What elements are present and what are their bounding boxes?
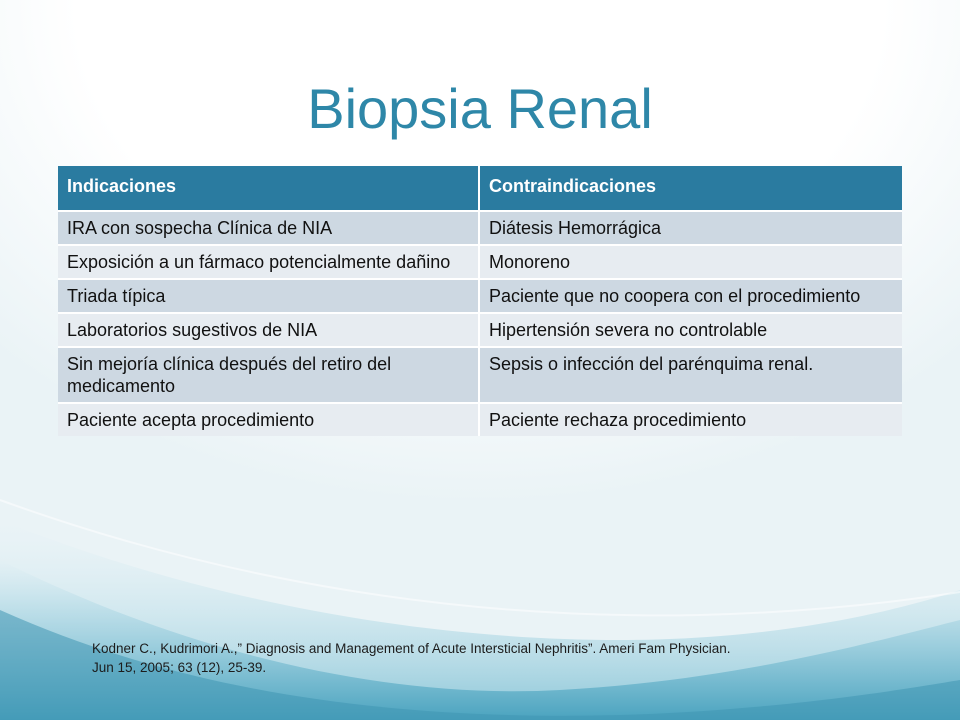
citation-line-1: Kodner C., Kudrimori A.,” Diagnosis and Management of Acute Intersticial Nephritis”. Ameri Fam Physician.: [92, 641, 731, 656]
slide-title: Biopsia Renal: [307, 77, 653, 140]
table-header-row: [58, 166, 902, 211]
header-contraindicaciones: Contraindicaciones: [479, 166, 902, 211]
table-cell: Triada típica: [58, 279, 479, 313]
citation-line-2: Jun 15, 2005; 63 (12), 25-39.: [92, 660, 267, 675]
table-cell: Hipertensión severa no controlable: [479, 313, 902, 347]
table-cell: IRA con sospecha Clínica de NIA: [58, 211, 479, 245]
table-row: [58, 211, 902, 245]
table-cell: Monoreno: [479, 245, 902, 279]
table-cell: Paciente que no coopera con el procedimiento: [479, 279, 902, 313]
table-row: [58, 279, 902, 313]
table-cell: Diátesis Hemorrágica: [479, 211, 902, 245]
table-row: [58, 245, 902, 279]
table-cell: Sin mejoría clínica después del retiro del medicamento: [58, 347, 479, 403]
table-cell: Laboratorios sugestivos de NIA: [58, 313, 479, 347]
table-cell: Paciente acepta procedimiento: [58, 403, 479, 436]
table-cell: Sepsis o infección del parénquima renal.: [479, 347, 902, 403]
table-cell: Paciente rechaza procedimiento: [479, 403, 902, 436]
table-row: [58, 313, 902, 347]
table-row: [58, 347, 902, 403]
table-row: [58, 403, 902, 436]
reference-citation: [92, 639, 892, 677]
table-cell: Exposición a un fármaco potencialmente dañino: [58, 245, 479, 279]
header-indicaciones: Indicaciones: [58, 166, 479, 211]
biopsy-table: [58, 166, 902, 436]
